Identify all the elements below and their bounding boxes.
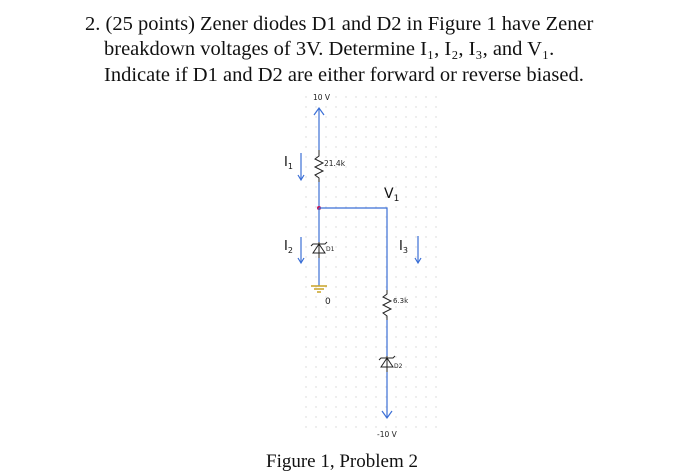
ground-label: 0 bbox=[325, 297, 331, 307]
i1-label: $I_1$ bbox=[284, 155, 293, 171]
d2-label: D2 bbox=[394, 363, 403, 370]
problem-line-1: 2. (25 points) Zener diodes D1 and D2 in Figure 1 have Zener bbox=[85, 13, 594, 35]
r1-label: 21.4k bbox=[324, 159, 346, 168]
circuit-figure bbox=[255, 86, 455, 438]
i2-label: $I_2$ bbox=[284, 239, 293, 255]
figure-caption: Figure 1, Problem 2 bbox=[266, 451, 418, 472]
i1-arrow bbox=[298, 153, 304, 180]
i2-arrow bbox=[298, 237, 304, 263]
circuit-schematic bbox=[255, 86, 455, 438]
i3-label: $I_3$ bbox=[399, 239, 408, 255]
d1-label: D1 bbox=[326, 246, 335, 253]
problem-line-2: breakdown voltages of 3V. Determine I₁, I₂, I₃, and V₁. bbox=[104, 38, 555, 60]
problem-line-3: Indicate if D1 and D2 are either forward or reverse biased. bbox=[104, 64, 584, 86]
supply-bottom-label: -10 V bbox=[377, 430, 397, 438]
v1-label: $V_1$ bbox=[384, 186, 400, 204]
schematic-grid bbox=[305, 90, 445, 434]
supply-top-label: 10 V bbox=[313, 93, 331, 102]
r2-label: 6.3k bbox=[393, 297, 409, 305]
